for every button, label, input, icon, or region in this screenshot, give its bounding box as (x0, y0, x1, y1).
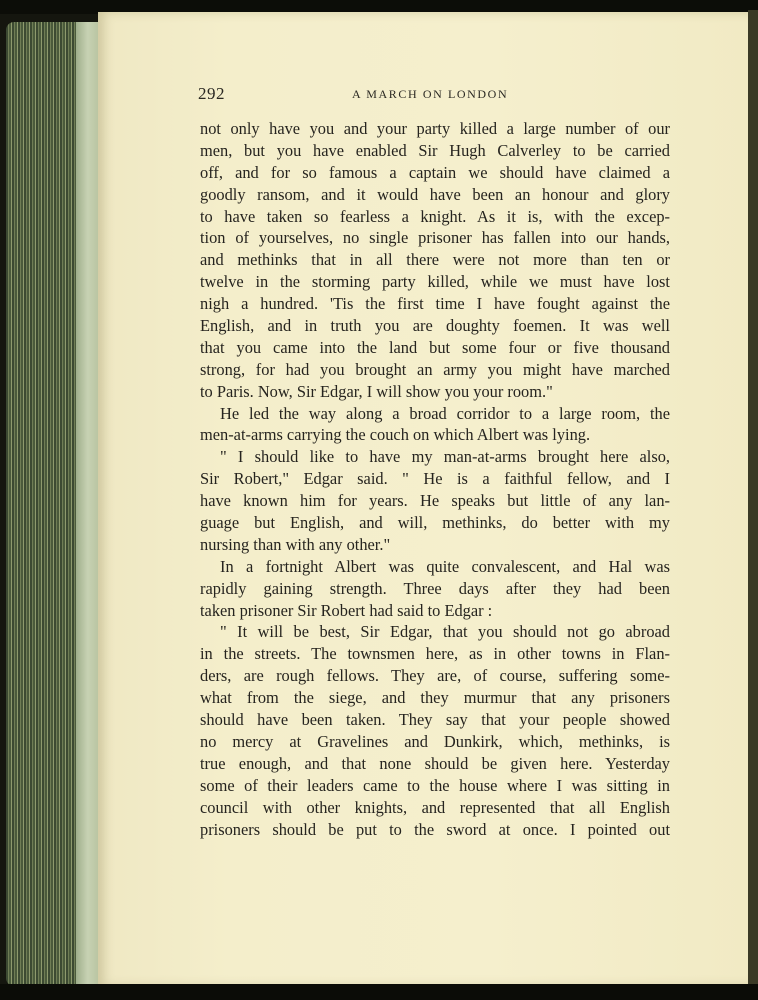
running-head: A MARCH ON LONDON (352, 87, 509, 101)
scan-bottom-border (0, 984, 758, 1000)
text-line: should have been taken. They say that your people showed (200, 710, 670, 730)
text-line: prisoners should be put to the sword at once. I pointed out (200, 819, 670, 839)
text-line: twelve in the storming party killed, while we must have lost (200, 272, 670, 292)
text-line: taken prisoner Sir Robert had said to Edgar : (200, 600, 493, 620)
text-line: men-at-arms carrying the couch on which Albert was lying. (200, 425, 591, 445)
text-line: guage but English, and will, methinks, do better with my (200, 513, 670, 533)
text-line: have known him for years. He speaks but little of any lan- (200, 491, 670, 511)
text-line: and methinks that in all there were not more than ten or (200, 250, 670, 270)
text-line: off, and for so famous a captain we should have claimed a (200, 162, 670, 182)
text-line: " I should like to have my man-at-arms brought here also, (220, 447, 670, 467)
text-line: what from the siege, and they murmur that any prisoners (200, 688, 670, 708)
text-line: " It will be best, Sir Edgar, that you should not go abroad (220, 622, 670, 642)
page-number: 292 (198, 84, 225, 103)
text-line: to have taken so fearless a knight. As it is, with the excep- (200, 206, 670, 226)
text-line: goodly ransom, and it would have been an honour and glory (200, 184, 670, 204)
book-cover-edge (748, 10, 758, 986)
text-line: strong, for had you brought an army you might have marched (200, 359, 670, 379)
text-line: true enough, and that none should be given here. Yesterday (200, 753, 670, 773)
book-page-edges (6, 22, 102, 986)
page-header (198, 84, 668, 108)
text-line: rapidly gaining strength. Three days after they had been (200, 578, 670, 598)
text-line: Sir Robert," Edgar said. " He is a faithful fellow, and I (200, 469, 670, 489)
text-line: English, and in truth you are doughty foemen. It was well (200, 316, 670, 336)
text-line: that you came into the land but some four or five thousand (200, 337, 670, 357)
text-line: men, but you have enabled Sir Hugh Calverley to be carried (200, 140, 670, 160)
body-text (200, 118, 670, 840)
text-line: no mercy at Gravelines and Dunkirk, which, methinks, is (200, 731, 670, 751)
text-line: ders, are rough fellows. They are, of course, suffering some- (200, 666, 670, 686)
text-line: in the streets. The townsmen here, as in other towns in Flan- (200, 644, 670, 664)
text-line: to Paris. Now, Sir Edgar, I will show you your room." (200, 381, 553, 401)
text-line: some of their leaders came to the house where I was sitting in (200, 775, 670, 795)
text-line: He led the way along a broad corridor to a large room, the (220, 403, 670, 423)
text-line: council with other knights, and represented that all English (200, 797, 670, 817)
text-line: not only have you and your party killed a large number of our (200, 119, 670, 138)
text-line: tion of yourselves, no single prisoner has fallen into our hands, (200, 228, 670, 248)
text-line: nursing than with any other." (200, 534, 391, 554)
text-line: nigh a hundred. 'Tis the first time I have fought against the (200, 294, 670, 314)
text-line: In a fortnight Albert was quite convalescent, and Hal was (220, 556, 670, 576)
